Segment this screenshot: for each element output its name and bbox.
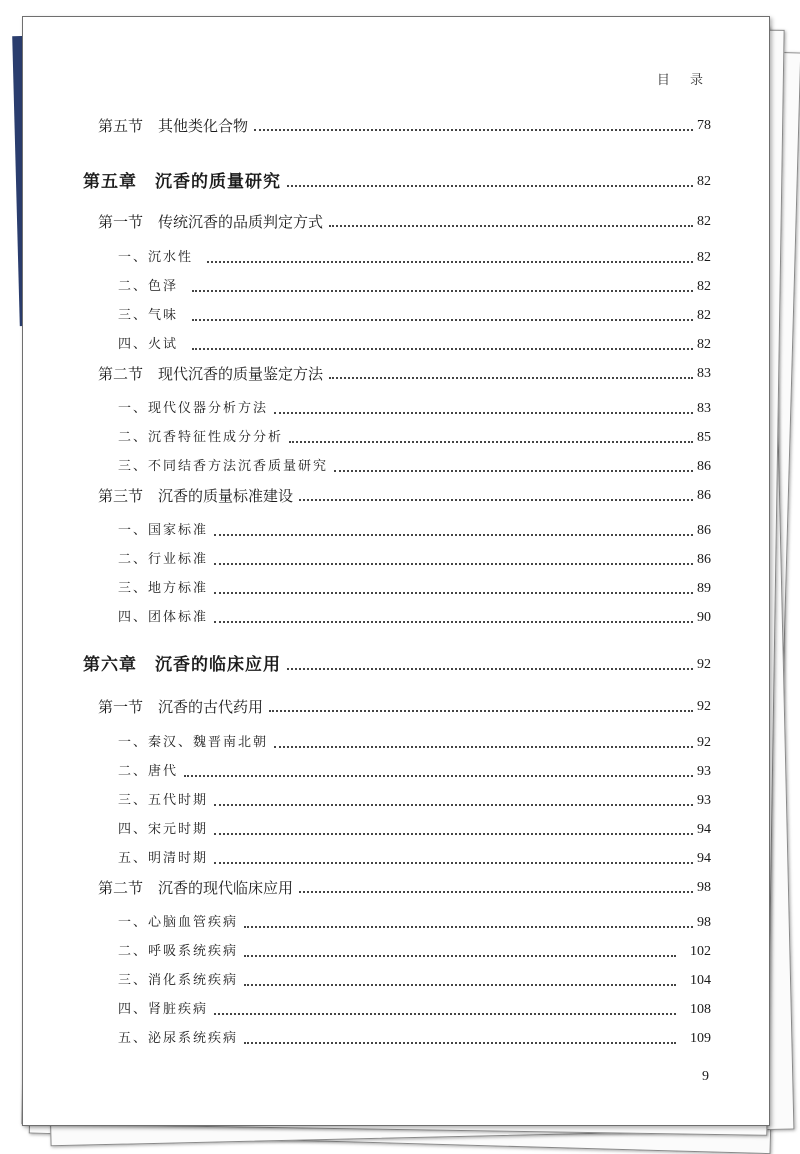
toc-entry-title: 一、心脑血管疾病 <box>118 915 239 930</box>
dot-leader <box>214 621 693 623</box>
toc-entry-title: 一、国家标准 <box>118 523 209 538</box>
toc-page-number: 86 <box>697 459 711 474</box>
toc-entry-title: 五、明清时期 <box>118 851 209 866</box>
toc-entry-title: 第五章 沉香的质量研究 <box>83 172 281 192</box>
toc-chapter[interactable] <box>83 171 711 193</box>
dot-leader <box>329 377 693 379</box>
dot-leader <box>184 775 693 777</box>
dot-leader <box>192 319 693 321</box>
dot-leader <box>214 862 693 864</box>
toc-item[interactable] <box>118 334 711 356</box>
dot-leader <box>274 746 693 748</box>
running-header: 目 录 <box>656 73 711 88</box>
toc-page-number: 102 <box>690 944 711 959</box>
toc-page-number: 92 <box>697 657 711 672</box>
toc-page-number: 93 <box>697 764 711 779</box>
toc-entry-title: 二、唐代 <box>118 764 179 779</box>
toc-item[interactable] <box>118 549 711 571</box>
toc-section[interactable] <box>98 877 711 899</box>
toc-item[interactable] <box>118 398 711 420</box>
dot-leader <box>214 1013 676 1015</box>
toc-item[interactable] <box>118 970 711 992</box>
toc-page-number: 94 <box>697 822 711 837</box>
toc-page-number: 83 <box>697 401 711 416</box>
toc-entry-title: 二、色泽 <box>118 279 179 294</box>
dot-leader <box>214 563 693 565</box>
toc-page-number: 83 <box>697 366 711 381</box>
toc-page-number: 78 <box>697 118 711 133</box>
toc-page-number: 92 <box>697 735 711 750</box>
toc-section[interactable] <box>98 696 711 718</box>
toc-entry-title: 四、火试 <box>118 337 179 352</box>
dot-leader <box>244 1042 676 1044</box>
dot-leader <box>244 955 676 957</box>
toc-item[interactable] <box>118 848 711 870</box>
toc-item[interactable] <box>118 999 711 1021</box>
toc-entry-title: 第二节 沉香的现代临床应用 <box>98 879 294 897</box>
toc-page <box>22 16 770 1126</box>
toc-entry-title: 三、地方标准 <box>118 581 209 596</box>
toc-page-number: 85 <box>697 430 711 445</box>
toc-entry-title: 五、泌尿系统疾病 <box>118 1031 239 1046</box>
dot-leader <box>269 710 693 712</box>
dot-leader <box>299 891 693 893</box>
dot-leader <box>244 926 693 928</box>
toc-page-number: 104 <box>690 973 711 988</box>
toc-section[interactable] <box>98 363 711 385</box>
table-of-contents <box>23 17 769 1125</box>
toc-item[interactable] <box>118 456 711 478</box>
dot-leader <box>274 412 693 414</box>
toc-item[interactable] <box>118 912 711 934</box>
toc-entry-title: 二、呼吸系统疾病 <box>118 944 239 959</box>
toc-entry-title: 一、秦汉、魏晋南北朝 <box>118 735 269 750</box>
toc-item[interactable] <box>118 1028 711 1050</box>
toc-item[interactable] <box>118 732 711 754</box>
toc-page-number: 82 <box>697 308 711 323</box>
toc-item[interactable] <box>118 247 711 269</box>
toc-page-number: 109 <box>690 1031 711 1046</box>
toc-page-number: 82 <box>697 174 711 189</box>
toc-page-number: 86 <box>697 488 711 503</box>
toc-page-number: 98 <box>697 915 711 930</box>
toc-entry-title: 四、团体标准 <box>118 610 209 625</box>
toc-entry-title: 四、肾脏疾病 <box>118 1002 209 1017</box>
toc-entry-title: 第二节 现代沉香的质量鉴定方法 <box>98 365 324 383</box>
toc-page-number: 82 <box>697 337 711 352</box>
dot-leader <box>299 499 693 501</box>
toc-entry-title: 三、五代时期 <box>118 793 209 808</box>
dot-leader <box>289 441 693 443</box>
dot-leader <box>244 984 676 986</box>
dot-leader <box>287 668 693 670</box>
toc-page-number: 86 <box>697 552 711 567</box>
dot-leader <box>214 534 693 536</box>
toc-chapter[interactable] <box>83 654 711 676</box>
toc-page-number: 82 <box>697 214 711 229</box>
toc-section[interactable] <box>98 485 711 507</box>
toc-entry-title: 第一节 沉香的古代药用 <box>98 698 264 716</box>
toc-page-number: 94 <box>697 851 711 866</box>
dot-leader <box>329 225 693 227</box>
toc-entry-title: 四、宋元时期 <box>118 822 209 837</box>
dot-leader <box>192 290 693 292</box>
toc-page-number: 90 <box>697 610 711 625</box>
dot-leader <box>254 129 693 131</box>
toc-entry-title: 二、沉香特征性成分分析 <box>118 430 284 445</box>
toc-entry-title: 二、行业标准 <box>118 552 209 567</box>
toc-page-number: 89 <box>697 581 711 596</box>
toc-item[interactable] <box>118 790 711 812</box>
toc-item[interactable] <box>118 761 711 783</box>
dot-leader <box>334 470 693 472</box>
toc-page-number: 92 <box>697 699 711 714</box>
dot-leader <box>287 185 693 187</box>
toc-section[interactable] <box>98 211 711 233</box>
toc-entry-title: 三、气味 <box>118 308 179 323</box>
toc-section[interactable] <box>98 115 711 137</box>
toc-item[interactable] <box>118 819 711 841</box>
dot-leader <box>192 348 693 350</box>
toc-page-number: 86 <box>697 523 711 538</box>
toc-page-number: 82 <box>697 250 711 265</box>
toc-entry-title: 第一节 传统沉香的品质判定方式 <box>98 213 324 231</box>
toc-page-number: 93 <box>697 793 711 808</box>
dot-leader <box>214 833 693 835</box>
toc-item[interactable] <box>118 607 711 629</box>
toc-page-number: 108 <box>690 1002 711 1017</box>
toc-item[interactable] <box>118 941 711 963</box>
toc-entry-title: 第五节 其他类化合物 <box>98 117 249 135</box>
toc-item[interactable] <box>118 578 711 600</box>
dot-leader <box>214 804 693 806</box>
toc-item[interactable] <box>118 276 711 298</box>
toc-entry-title: 三、消化系统疾病 <box>118 973 239 988</box>
toc-item[interactable] <box>118 305 711 327</box>
dot-leader <box>207 261 693 263</box>
toc-entry-title: 三、不同结香方法沉香质量研究 <box>118 459 329 474</box>
toc-page-number: 98 <box>697 880 711 895</box>
page-number: 9 <box>702 1069 709 1084</box>
dot-leader <box>214 592 693 594</box>
toc-page-number: 82 <box>697 279 711 294</box>
toc-entry-title: 第三节 沉香的质量标准建设 <box>98 487 294 505</box>
toc-entry-title: 第六章 沉香的临床应用 <box>83 655 281 675</box>
toc-item[interactable] <box>118 427 711 449</box>
toc-entry-title: 一、现代仪器分析方法 <box>118 401 269 416</box>
toc-item[interactable] <box>118 520 711 542</box>
toc-entry-title: 一、沉水性 <box>118 250 194 265</box>
